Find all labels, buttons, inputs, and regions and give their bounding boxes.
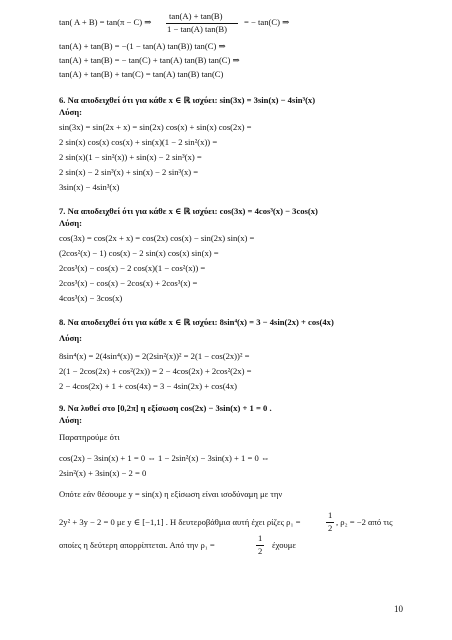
roots-fraction-denominator: 2 <box>328 523 333 533</box>
problem-9-observe: Παρατηρούμε ότι <box>59 432 120 442</box>
problem-6-line-4: 2 sin(x) − 2 sin³(x) + sin(x) − 2 sin³(x) = <box>59 167 199 177</box>
header-line-1-left: tan( A + B) = tan(π − C) ⇒ <box>59 17 152 27</box>
problem-7-line-2: (2cos²(x) − 1) cos(x) − 2 sin(x) cos(x) sin(x) = <box>59 248 219 258</box>
problem-6-line-2: 2 sin(x) cos(x) cos(x) + sin(x)(1 − 2 sin²(x)) = <box>59 137 218 147</box>
problem-8-line-2: 2(1 − 2cos(2x) + cos²(2x)) = 2 − 4cos(2x) + 2cos²(2x) = <box>59 366 252 376</box>
header-line-1-right: = − tan(C) ⇒ <box>244 17 290 27</box>
problem-9-last-text-end: έχουμε <box>272 540 297 550</box>
problem-9-quadratic-text-end: , ρ₂ = −2 από τις <box>336 517 393 527</box>
roots-fraction-numerator: 1 <box>328 510 333 520</box>
problem-9-solution-label: Λύση: <box>59 415 83 425</box>
problem-6-title: 6. Να αποδειχθεί ότι για κάθε x ∈ ℝ ισχύει: sin(3x) = 3sin(x) − 4sin³(x) <box>59 95 316 105</box>
problem-6-line-3: 2 sin(x)(1 − sin²(x)) + sin(x) − 2 sin³(x) = <box>59 152 202 162</box>
problem-7-line-4: 2cos³(x) − cos(x) − 2cos(x) + 2cos³(x) = <box>59 278 198 288</box>
problem-7-line-1: cos(3x) = cos(2x + x) = cos(2x) cos(x) − sin(2x) sin(x) = <box>59 233 255 243</box>
last-fraction-denominator: 2 <box>258 546 263 556</box>
page-number: 10 <box>394 604 403 614</box>
problem-8-solution-label: Λύση: <box>59 333 83 343</box>
problem-7-line-5: 4cos³(x) − 3cos(x) <box>59 293 123 303</box>
problem-8-title: 8. Να αποδειχθεί ότι για κάθε x ∈ ℝ ισχύει: 8sin⁴(x) = 3 − 4sin(2x) + cos(4x) <box>59 317 334 327</box>
problem-6-solution-label: Λύση: <box>59 107 83 117</box>
problem-7-line-3: 2cos³(x) − cos(x) − 2 cos(x)(1 − cos²(x)) = <box>59 263 206 273</box>
header-line-2: tan(A) + tan(B) = −(1 − tan(A) tan(B)) tan(C) ⇒ <box>59 41 226 51</box>
problem-9-substitution: Οπότε εάν θέσουμε y = sin(x) η εξίσωση είναι ισοδύναμη με την <box>59 489 283 499</box>
problem-6-line-5: 3sin(x) − 4sin³(x) <box>59 182 120 192</box>
problem-9-equation-1: cos(2x) − 3sin(x) + 1 = 0 ⇔ 1 − 2sin²(x) − 3sin(x) + 1 = 0 ⇔ <box>59 453 270 463</box>
header-fraction-numerator: tan(A) + tan(B) <box>169 11 223 21</box>
header-fraction-denominator: 1 − tan(A) tan(B) <box>167 24 227 34</box>
problem-6-line-1: sin(3x) = sin(2x + x) = sin(2x) cos(x) + sin(x) cos(2x) = <box>59 122 252 132</box>
problem-8-line-1: 8sin⁴(x) = 2(4sin⁴(x)) = 2(2sin²(x))² = 2(1 − cos(2x))² = <box>59 351 250 361</box>
last-fraction-numerator: 1 <box>258 533 263 543</box>
problem-9-last-text: οποίες η δεύτερη απορρίπτεται. Από την ρ₁ = <box>59 540 215 550</box>
problem-9-equation-2: 2sin²(x) + 3sin(x) − 2 = 0 <box>59 468 147 478</box>
problem-7-title: 7. Να αποδειχθεί ότι για κάθε x ∈ ℝ ισχύει: cos(3x) = 4cos³(x) − 3cos(x) <box>59 206 318 216</box>
header-line-4: tan(A) + tan(B) + tan(C) = tan(A) tan(B) tan(C) <box>59 69 224 79</box>
header-line-3: tan(A) + tan(B) = − tan(C) + tan(A) tan(B) tan(C) ⇒ <box>59 55 240 65</box>
problem-9-quadratic-text: 2y² + 3y − 2 = 0 με y ∈ [−1,1] . Η δευτεροβάθμια αυτή έχει ρίζες ρ₁ = <box>59 517 301 527</box>
problem-7-solution-label: Λύση: <box>59 218 83 228</box>
problem-8-line-3: 2 − 4cos(2x) + 1 + cos(4x) = 3 − 4sin(2x) + cos(4x) <box>59 381 238 391</box>
problem-9-title: 9. Να λυθεί στο [0,2π] η εξίσωση cos(2x) − 3sin(x) + 1 = 0 . <box>59 403 272 413</box>
